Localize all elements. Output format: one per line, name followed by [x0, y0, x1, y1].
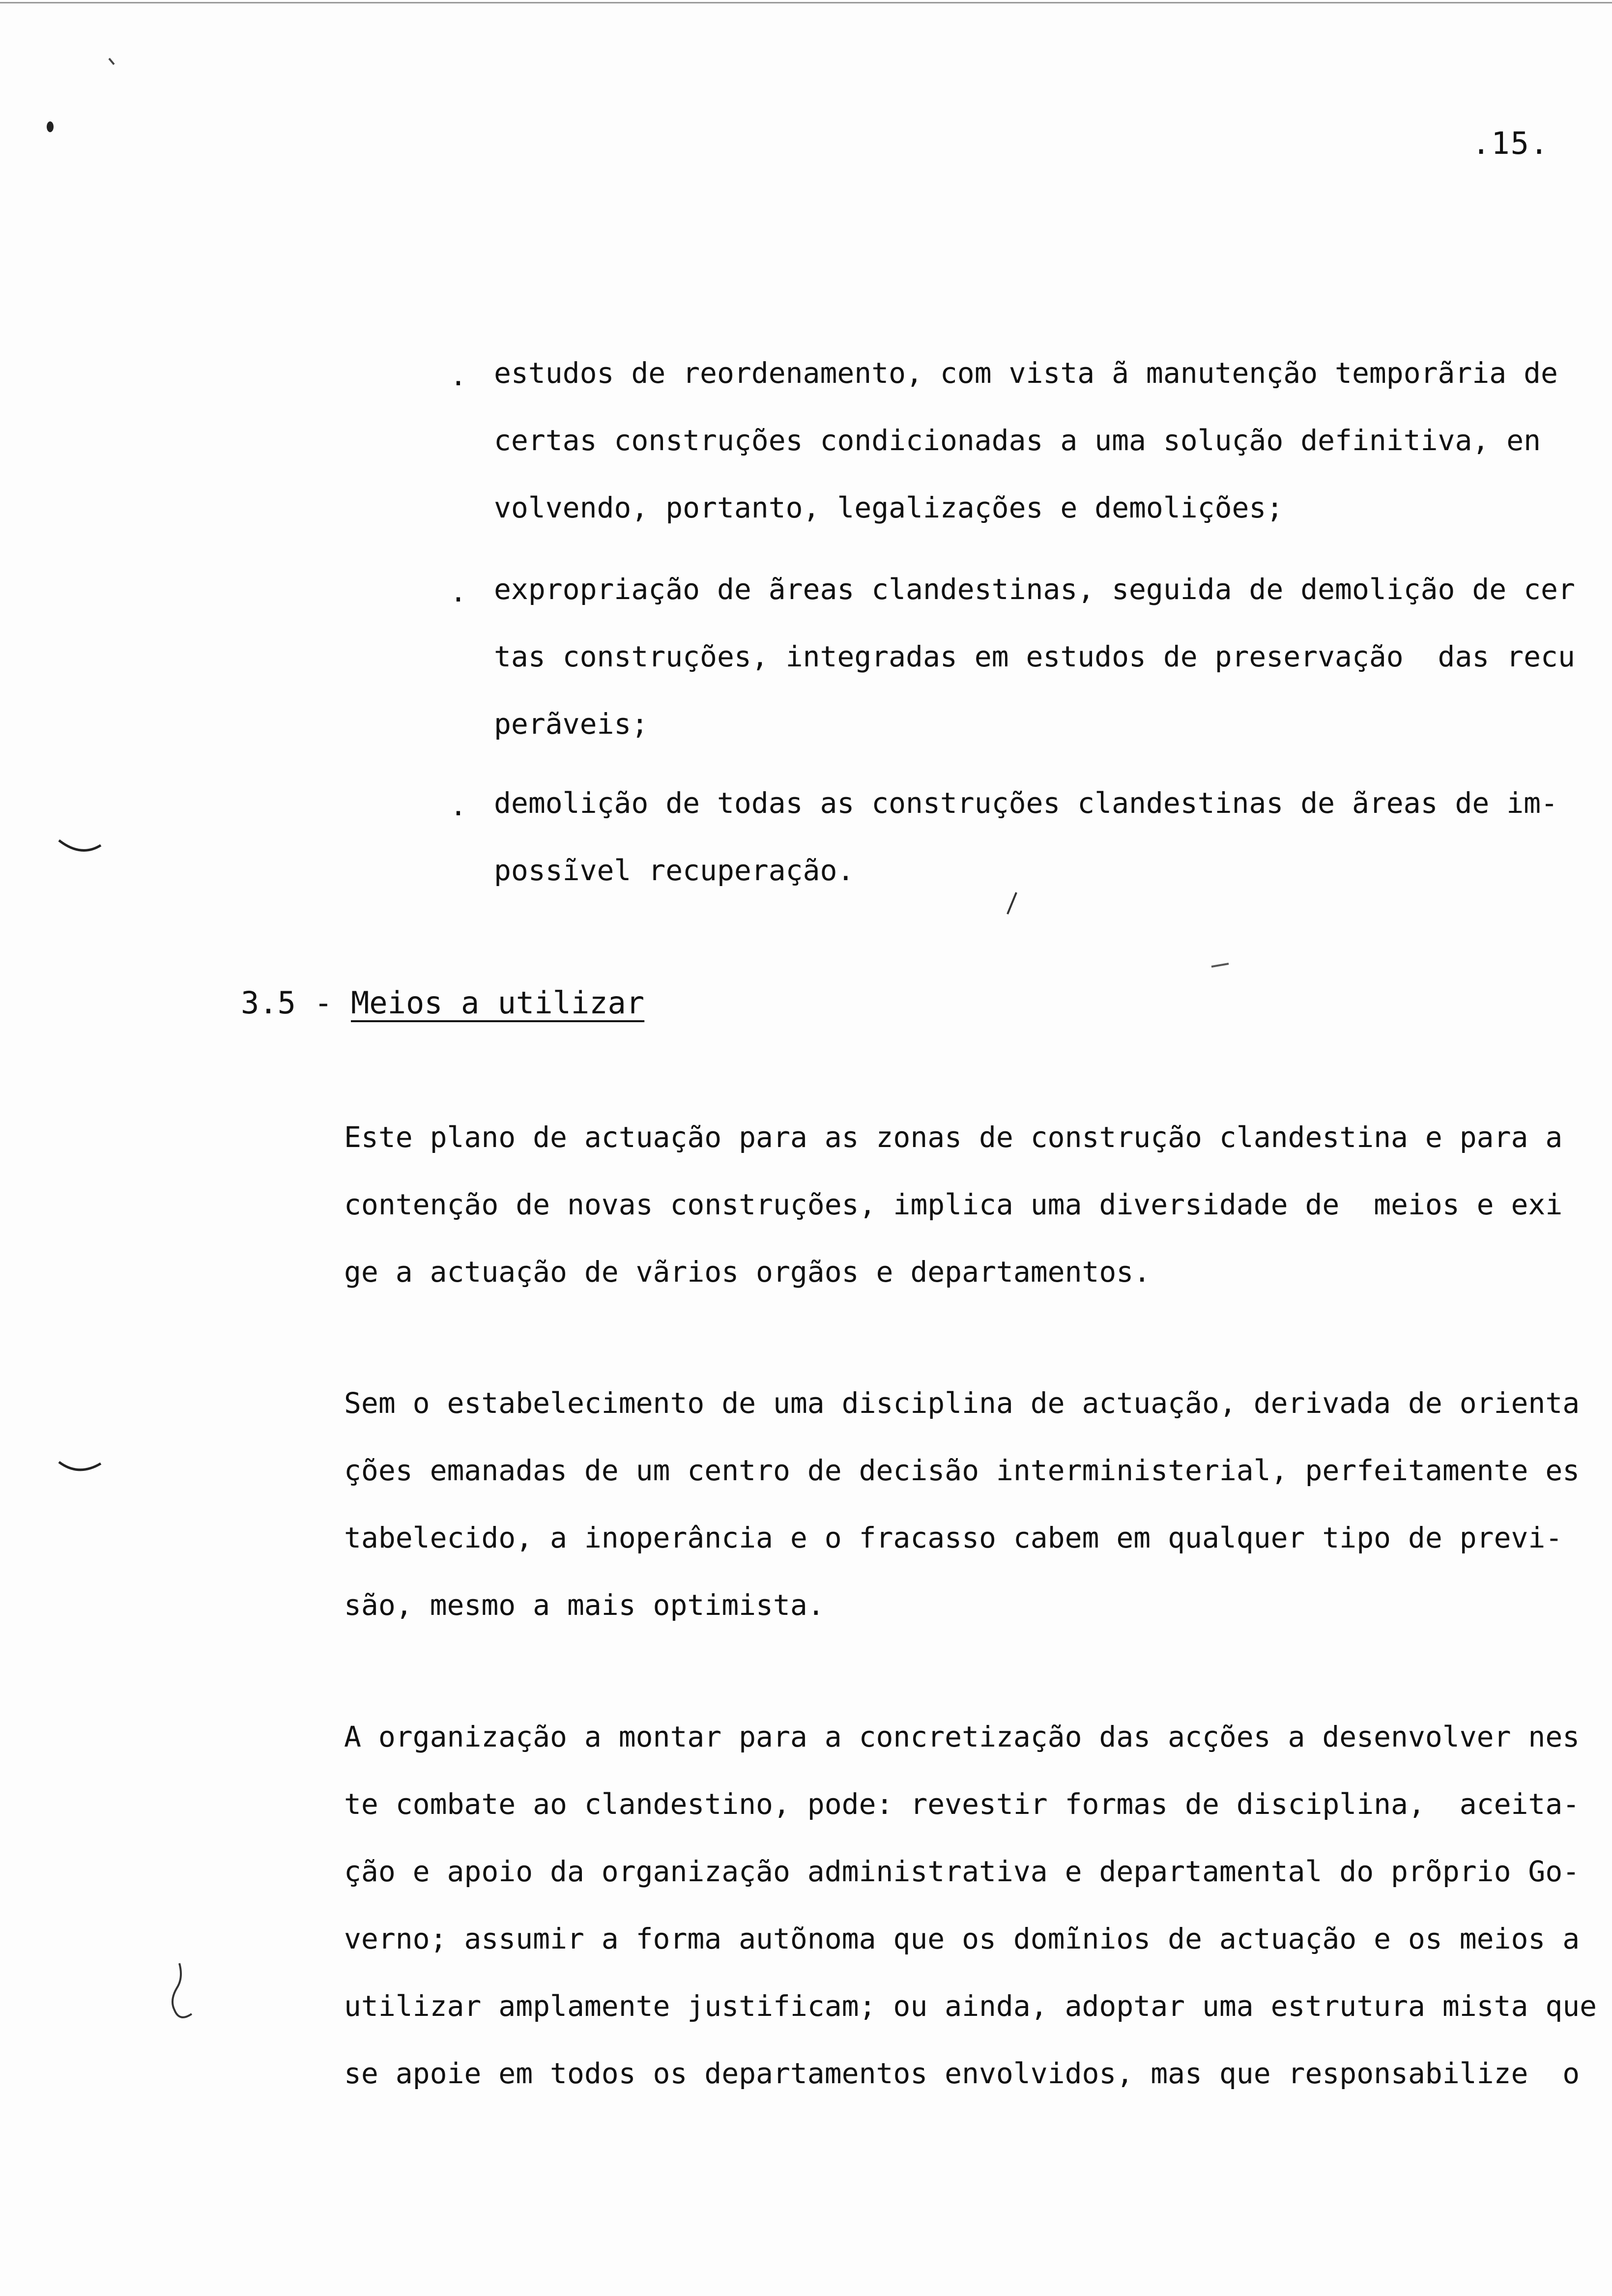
bullet-1-line-1: estudos de reordenamento, com vista ã manutenção temporãria de: [494, 356, 1558, 390]
bullet-2-line-2: tas construções, integradas em estudos de preservação das recu: [494, 640, 1575, 673]
paragraph-2-line-3: tabelecido, a inoperância e o fracasso cabem em qualquer tipo de previ-: [344, 1521, 1563, 1554]
bullet-1-line-2: certas construções condicionadas a uma solução definitiva, en: [494, 424, 1541, 457]
margin-curve-mark-2: [57, 1455, 106, 1484]
top-edge-rule: [0, 2, 1612, 3]
section-heading: [241, 985, 645, 1021]
margin-curve-mark-1: [57, 835, 106, 865]
margin-squiggle-mark: [165, 1961, 199, 2030]
stray-slash-mark: [1003, 890, 1022, 919]
stray-dash-mark: [1209, 961, 1234, 971]
paragraph-3-line-1: A organização a montar para a concretização das acções a desenvolver nes: [344, 1720, 1580, 1753]
bullet-dot-3: .: [450, 789, 467, 822]
bullet-3-line-1: demolição de todas as construções clandestinas de ãreas de im-: [494, 786, 1558, 820]
paragraph-2-line-4: são, mesmo a mais optimista.: [344, 1588, 825, 1622]
bullet-3-line-2: possĩvel recuperação.: [494, 854, 855, 887]
paragraph-3-line-5: utilizar amplamente justificam; ou ainda, adoptar uma estrutura mista que: [344, 1989, 1597, 2023]
paragraph-3-line-3: ção e apoio da organização administrativa e departamental do prõprio Go-: [344, 1855, 1580, 1888]
bullet-dot-2: .: [450, 575, 467, 608]
paragraph-1-line-2: contenção de novas construções, implica uma diversidade de meios e exi: [344, 1188, 1563, 1221]
paragraph-2-line-2: ções emanadas de um centro de decisão interministerial, perfeitamente es: [344, 1454, 1580, 1487]
paragraph-1-line-3: ge a actuação de vãrios orgãos e departamentos.: [344, 1255, 1151, 1289]
section-title: Meios a utilizar: [350, 985, 645, 1021]
paragraph-3-line-4: verno; assumir a forma autõnoma que os domĩnios de actuação e os meios a: [344, 1922, 1580, 1955]
margin-dot-mark: [44, 118, 59, 138]
paragraph-2-line-1: Sem o estabelecimento de uma disciplina de actuação, derivada de orienta: [344, 1386, 1580, 1420]
section-number: 3.5 -: [241, 985, 351, 1021]
paragraph-3-line-6: se apoie em todos os departamentos envolvidos, mas que responsabilize o: [344, 2057, 1580, 2090]
paragraph-1-line-1: Este plano de actuação para as zonas de construção clandestina e para a: [344, 1120, 1563, 1154]
bullet-dot-1: .: [450, 359, 467, 392]
margin-tick-mark: [107, 57, 122, 71]
paragraph-3-line-2: te combate ao clandestino, pode: revestir formas de disciplina, aceita-: [344, 1787, 1580, 1821]
bullet-2-line-1: expropriação de ãreas clandestinas, seguida de demolição de cer: [494, 573, 1575, 606]
page-number: .15.: [1472, 125, 1550, 161]
bullet-1-line-3: volvendo, portanto, legalizações e demolições;: [494, 491, 1284, 524]
bullet-2-line-3: perãveis;: [494, 707, 649, 741]
